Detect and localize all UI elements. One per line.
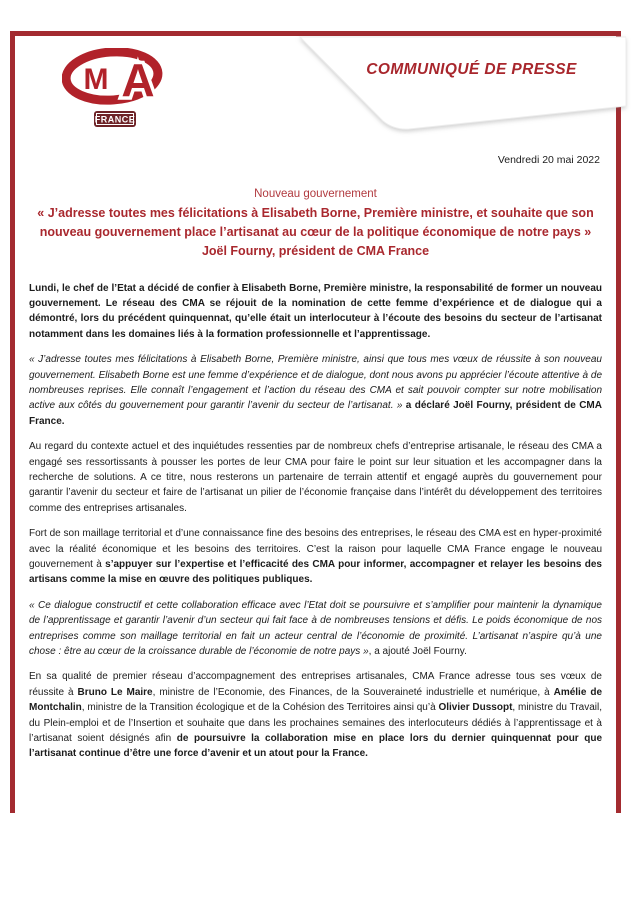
paragraph	[29, 281, 602, 343]
text-run: s’appuyer sur l’expertise et l’efficacité des CMA pour informer, accompagner et relayer les besoins des artisans comme la mise en œuvre des politiques publiques.	[29, 559, 602, 586]
text-run: Amélie de Montchalin	[29, 686, 603, 714]
title-quote: « J’adresse toutes mes félicitations à Elisabeth Borne, Première ministre, et souhaite que son nouveau gouvernement place l’artisanat au cœur de la politique économique de notre pays »	[37, 206, 594, 239]
body-text	[29, 281, 602, 762]
paragraph	[29, 439, 602, 516]
text-run: , ministre de la Transition écologique et de la Cohésion des Territoires ainsi qu’à	[81, 702, 439, 714]
paragraph	[29, 352, 602, 429]
paragraph	[29, 526, 602, 588]
paragraph	[29, 598, 602, 660]
logo-letter-a: A	[121, 54, 155, 106]
paragraph	[29, 669, 602, 761]
cma-france-logo	[62, 48, 174, 132]
document-content	[29, 154, 602, 772]
text-run: En sa qualité de premier réseau d’accompagnement des entreprises artisanales, CMA France adresse tous ses vœux de réussite à	[29, 671, 602, 698]
text-run: Fort de son maillage territorial et d’une connaissance fine des besoins des entreprises, le réseau des CMA est en hyper-proximité avec la réalité économique et les besoins des territoires. C’est la raison pour laquelle CMA France engage le nouveau gouvernement à	[29, 528, 602, 570]
title-surtitle: Nouveau gouvernement	[254, 188, 377, 200]
text-run: , ministre du Travail, du Plein-emploi et de l’Insertion et souhaite que dans les prochaines semaines des interlocuteurs dédiés à l’apprentissage et à l’artisanat soient désignés afin	[29, 702, 602, 745]
text-run: , a ajouté Joël Fourny.	[368, 646, 467, 658]
france-badge-label: FRANCE	[94, 114, 136, 125]
logo-letter-m: M	[83, 63, 109, 96]
text-run: , ministre de l’Economie, des Finances, de la Souveraineté industrielle et numérique, à	[152, 686, 554, 698]
text-run: « J’adresse toutes mes félicitations à Elisabeth Borne, Première ministre, ainsi que tous mes vœux de réussite à son nouveau gouvernement. Elisabeth Borne est une femme d’expérience et de dialogue, dont nous avons pu apprécier l’écoute attentive à de nombreuses reprises. Elle connaît l’engagement et l’action du réseau des CMA et sait pouvoir compter sur notre mobilisation active aux côtés du gouvernement pour garantir l’avenir du secteur de l’artisanat. »	[29, 354, 602, 412]
title-block	[29, 186, 602, 261]
press-release-banner: COMMUNIQUÉ DE PRESSE	[366, 61, 577, 78]
paper-fold-flap	[245, 36, 626, 138]
text-run: de poursuivre la collaboration mise en place lors du dernier quinquennat pour que l’artisanat continue d’être une force d’avenir et un atout pour la France.	[29, 733, 603, 760]
title-author: Joël Fourny, président de CMA France	[201, 244, 430, 258]
text-run: Lundi, le chef de l’Etat a décidé de confier à Elisabeth Borne, Première ministre, la responsabilité de former un nouveau gouvernement. Le réseau des CMA se réjouit de la nomination de cette femme d’expérience et de dialogue qui a démontré, lors du précédent quinquennat, qu’elle était un interlocuteur à l’écoute des besoins du secteur de l’artisanat notamment dans les domaines liés à la formation professionnelle et l’apprentissage.	[29, 282, 602, 340]
text-run: Au regard du contexte actuel et des inquiétudes ressenties par de nombreux chefs d’entreprise artisanale, le réseau des CMA a engagé ses ressortissants à pousser les portes de leur CMA pour faire le point sur leur situation et les accompagner dans la recherche de solutions. A ce titre, nous resterons un partenaire de terrain attentif et engagé auprès du gouvernement pour garantir l’avenir du secteur et faire de l’artisanat un pilier de l’économie française dans l’intérêt du développement des territoires comme des entreprises artisanales.	[29, 441, 602, 514]
paper-fold-shape	[245, 36, 626, 138]
text-run: a déclaré Joël Fourny, président de CMA France.	[29, 400, 602, 427]
text-run: « Ce dialogue constructif et cette collaboration efficace avec l’Etat doit se poursuivre et s’amplifier pour maintenir la dynamique de l’apprentissage et garantir l’avenir d’un secteur qui fait face à de nombreuses tensions et défis. Le poids économique de nos entreprises comme son maillage territorial en fait un acteur central de l’économie de proximité. L’artisanat n’aspire qu’à une chose : être au cœur de la croissance durable de l’économie de notre pays »	[29, 599, 602, 658]
text-run: Bruno Le Maire	[77, 686, 153, 698]
text-run: Olivier Dussopt	[438, 702, 513, 714]
date-line: Vendredi 20 mai 2022	[497, 154, 600, 166]
